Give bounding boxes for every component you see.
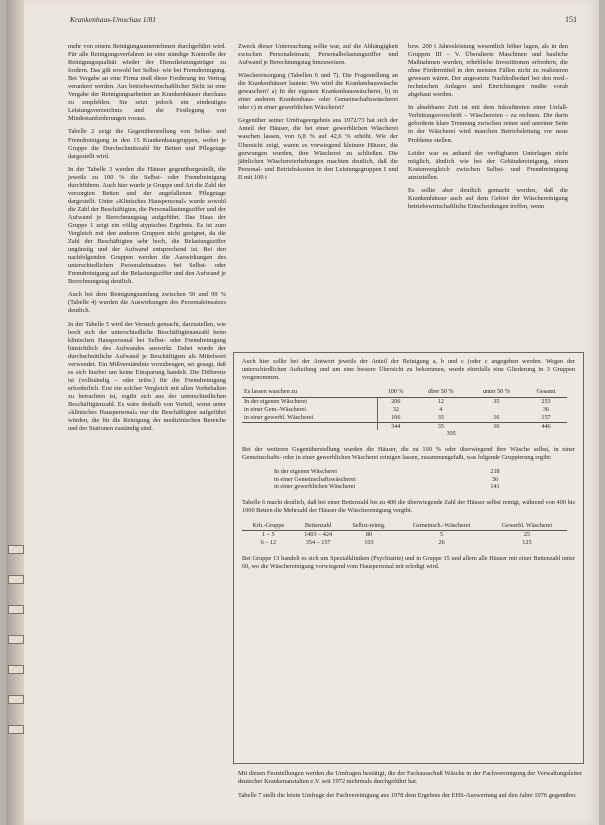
box-note: Bei Gruppe 13 handelt es sich um Spezialkliniken (Psychiatrie) und in Gruppe 15 und allem alle Häuser mit einer Bettenzahl unter 60, wo die Wäschereinigung vorwiegend vom Hauspersonal mit erledigt wird. — [242, 554, 575, 570]
table-cell — [468, 406, 525, 414]
table-row — [272, 476, 512, 484]
table-cell: 80 — [365, 531, 372, 539]
table-row — [272, 468, 512, 476]
margin-mark — [8, 605, 24, 614]
table-cell: 103 — [364, 538, 374, 546]
table-row — [272, 483, 512, 491]
table-row — [242, 414, 567, 422]
column-header: über 50 % — [414, 387, 468, 397]
table-header-row — [242, 387, 567, 397]
table-cell: 26 — [438, 538, 445, 546]
column-header: Gesamt — [525, 387, 567, 397]
table-cell: 35 — [493, 398, 500, 406]
sum-row — [242, 422, 567, 430]
paragraph: Mit diesen Feststellungen werden die Umfragen bestätigt, die der Fachausschuß Wäsche in der Fachvereinigung der Verwaltungsleiter deutscher Krankenanstalten e.V. seit 1972 mehrmals durchgeführt hat. — [238, 770, 582, 785]
margin-mark — [8, 575, 24, 584]
text-column-3 — [408, 43, 568, 216]
table-cell: In der eigenen Wäscherei — [274, 467, 337, 475]
grand-total: 395 — [446, 430, 456, 438]
column-header: Bettenzahl — [295, 521, 342, 531]
column-header: Krh.-Gruppe — [242, 521, 295, 531]
paragraph: Tabelle 2 zeigt die Gegenüberstellung von Selbst- und Fremdreinigung in den 15 Krankenhausgruppen, wobei je Gruppe die Durchschnittszahl für Betten und Pflegetage dargestellt wird. — [68, 128, 226, 160]
margin-mark — [8, 635, 24, 644]
column-header: Selbst-reinig. — [342, 521, 397, 531]
table-cell: 354 – 157 — [305, 538, 331, 546]
running-header: Krankenhaus-Umschau 1/81 — [70, 15, 157, 24]
paragraph: bzw. 200 t Jahresleistung wesentlich höher lagen, als in den Gruppen III – V. Überalterte Maschinen und bauliche Maßnahmen wurden, erhebliche Investitionen erfordern, die ohne Fördermittel in den meisten Fällen nicht zu realisieren gewesen wären. Der angesetzte Nachholbedarf bei den med.-technischen Anlagen und Einrichtungen mußte vorab abgebaut werden. — [408, 43, 568, 99]
paragraph: Gegenüber seiner Umfrageergebnis aus 1972/73 hat sich der Anteil der Häuser, die bei einer gewerblichen Wäscherei waschen lassen, von 6,8 % auf 42,6 % erhöht. Wie der Übersicht zeigt, waren es vorwiegend kleinere Häuser, die gezwungen wurden, ihre Wäscherei zu schließen. Die jährlichen Wäschereierhebungen machten deutlich, daß die Personal- und Betriebskosten in den Leistungsgruppen I und II mit 100 t — [238, 117, 398, 181]
table-cell — [242, 422, 377, 430]
column-header: Gemeinsch.-Wäscherei — [396, 521, 487, 531]
table-cell: In der eigenen Wäscherei — [242, 398, 377, 406]
table-cell: 125 — [522, 538, 532, 546]
paragraph: mehr von einem Reinigungsunternehmen durchgeführt wird. Für alle Reinigungsverfahren ist eine ständige Kontrolle der Reinigungsqualität wieder der Dienstleistungsträger zu fordern. Das gilt sowohl bei Selbst- wie bei Fremdreinigung. Bei Vergabe an eine Firma muß diese Forderung im Vertrag verankert werden. Aus betriebswirtschaftlicher Sicht ist eine Vergabe der Reinigungsarbeiten an Krankenhäuser durchaus zu empfehlen. Sie setzt jedoch ein eindeutiges Leistungsverzeichnis und die Festlegung von Mindestanforderungen voraus. — [68, 43, 226, 123]
bed-count-table — [242, 521, 567, 547]
page-number: 151 — [565, 15, 577, 24]
paragraph: Leider war es anhand der verfügbaren Unterlagen nicht möglich, ähnlich wie bei der Gebäudereinigung, einen Kostenvergleich zwischen Selbst- und Fremdreinigung anzustellen. — [408, 149, 568, 181]
table-row — [242, 531, 567, 539]
table-cell: in einer Gemeinschaftswäscherei — [274, 475, 356, 483]
table6-intro: Tabelle 6 macht deutlich, daß bei einer Bettenzahl bis zu 400 die überwiegende Zahl der Häuser selbst reinigt, während von 400 bis 1000 Betten die Mehrzahl der Häuser die Wäschereinigung vergibt. — [242, 499, 575, 514]
grouping-table — [272, 468, 512, 491]
table-row — [242, 398, 567, 406]
table-cell: 5 — [440, 531, 444, 539]
table-row — [242, 539, 567, 547]
table-cell: 35 — [414, 422, 468, 430]
column-header: Es lassen waschen zu — [242, 387, 377, 397]
bottom-text — [238, 770, 582, 806]
table-cell: 157 — [541, 413, 551, 421]
box-intro: Auch hier sollte bei der Antwort jeweils der Anteil der Reinigung a, b und c (oder c angegeben werden. Wegen der unterschiedlichen Aufteilung und um eine bessere Übersicht zu bekommen, wurde ebenfalls eine Gliederung in 3 Gruppen vorgenommen. — [242, 358, 575, 381]
box-middle-text: Bei der weiteren Gegenüberstellung wurden die Häuser, die zu 100 % oder überwiegend ihre Wäsche selbst, in einer Gemeinschafts- oder in einer gewerblichen Wäscherei reinigen lassen, zusammengefaßt, was folgende Gruppierung ergibt: — [242, 446, 575, 461]
table-cell: 36 — [491, 475, 499, 483]
table-cell: 218 — [490, 467, 500, 475]
paragraph: Tabelle 7 stellt die letzte Umfrage der Fachvereinigung aus 1978 dem Ergebnis der EHS-Auswertung auf den Jahre 1976 gegenüber. — [238, 792, 577, 799]
table-cell: 344 — [377, 422, 414, 430]
paragraph: In der Tabelle 3 werden die Häuser gegenübergestellt, die jeweils zu 100 % die Selbst- oder Fremdreinigung durchführen. Auch hier wurde je Gruppe und Art die Zahl der versorgten Betten und der angefallenen Pflegetage dargestellt. Unter »Klinisches Hauspersonal« wurde sowohl die Zahl der Beschäftigten, die Personallastungsziffer und der Aufwand je Berechnungstag aufgeführt. Das Haus der Gruppe 1 zeigt ein völlig atypisches Ergebnis. Es ist zum Vergleich mit den anderen Gruppen nicht geeignet, da die Zahl der Beschäftigten sehr hoch, die Belastungsziffer ungünstig und der Aufwand entsprechend ist. Bei den nachfolgenden Gruppen werden die Auswirkungen des unterschiedlichen Personaleinsatzes bei Selbst- oder Fremdreinigung auf die Belastungsziffer und den Aufwand je Berechnungstag deutlich. — [68, 165, 226, 286]
table-cell: 4 — [439, 405, 443, 413]
table-cell: 253 — [541, 398, 551, 406]
table-cell: 1403 – 424 — [304, 531, 333, 539]
paragraph: Zweck dieser Untersuchung sollte war, auf die Abhängigkeit zwischen Personaleinsatz, Personalbelastungsziffer und Aufwand je Berechnungstag hinzuweisen. — [238, 43, 398, 67]
text-column-1 — [68, 43, 226, 438]
table-cell: 16 — [493, 413, 500, 421]
paragraph: Wäschereisorgung (Tabellen 6 und 7). Die Fragestellung an die Krankenhäuser lautete: Wo wird die Krankenhauswäsche gewaschen? a) In der eigenen Krankenhauswäscherei, b) in einer anderen Krankenhaus- oder Gemeinschaftswäscherei oder c) in einer gewerblichen Wäscherei? — [238, 72, 398, 112]
table-cell: 32 — [392, 405, 399, 413]
column-header: 100 % — [377, 387, 414, 397]
table-cell: 35 — [437, 413, 444, 421]
table-header-row — [242, 521, 567, 531]
table-cell: 6 – 12 — [260, 538, 277, 546]
paragraph: Auch bei dem Reinigungsumfang zwischen 50 und 99 % (Tabelle 4) wurden die Auswirkungen des Personaleinsatzes deutlich. — [68, 291, 226, 315]
table-cell: 446 — [525, 422, 567, 430]
table-row — [242, 406, 567, 414]
table-cell: 36 — [542, 405, 550, 413]
column-header: unter 50 % — [468, 387, 525, 397]
table-cell: 25 — [523, 531, 531, 539]
table-cell: 206 — [391, 398, 401, 406]
table-cell: in einer gewerbl. Wäscherei — [242, 414, 377, 422]
document-page — [6, 0, 599, 825]
margin-mark — [8, 545, 24, 554]
text-column-2 — [238, 43, 398, 187]
paragraph: In absehbarer Zeit ist mit dem Inkrafttreten einer Unfall-Verhütungsvorschrift – Wäschereien – zu rechnen. Die darin geforderte klare Trennung zwischen reiner und unreiner Seite in der Wäscherei wird manchen Betriebsleitung vor neue Probleme stellen. — [408, 104, 568, 144]
table-cell: 12 — [437, 398, 444, 406]
laundry-share-table — [242, 387, 567, 438]
table-cell: 141 — [490, 483, 500, 491]
table-cell: in einer Gem.-Wäscherei — [242, 406, 377, 414]
paragraph: In der Tabelle 5 wird der Versuch gemacht, darzustellen, wie hoch sich der unterschiedliche Beschäftigtenanzahl beim klinischen Hauspersonal bei Selbst- oder Fremdreinigung hinsichtlich des Aufwandes auswirkt. Dabei wurde der durchschnittliche Aufwand je Beschäftigten als Mittelwert verwendet. Ein Mißverständnis vorzubeugen, sei gesagt, daß es sich hierbei um keine Einsparung handelt. Die Differenz ist (vollständig – oder teilw.) für die Fremdreinigung erforderlich. Erst ein solcher Vergleich mit allen Vorbehalten zu betrachten ist, ergibt sich aus der unterschiedlichen Beschäftigtenzahl. Es wäre deshalb von Vorteil, wenn unter »klinisches Hauspersonal« nur die Beschäftigten aufgeführt würden, die für die Reinigung der medizinischen Bereiche und der Stationen zuständig sind. — [68, 320, 226, 433]
paragraph: Es sollte aber deutlich gemacht werden, daß die Krankenhäuser auch auf dem Gebiet der Wäschereinigung betriebswirtschaftliche Entscheidungen treffen, wenn — [408, 186, 568, 210]
table-cell: 16 — [468, 422, 525, 430]
margin-mark — [8, 665, 24, 674]
grand-total-row — [242, 430, 567, 438]
table-cell: 1 – 5 — [262, 531, 275, 539]
table-cell: in einer gewerblichen Wäscherei — [274, 483, 356, 491]
table-box — [233, 352, 584, 764]
margin-mark — [8, 695, 24, 704]
table-cell: 106 — [391, 413, 401, 421]
margin-mark — [8, 725, 24, 734]
column-header: Gewerbl. Wäscherei — [487, 521, 567, 531]
binding-margin — [6, 0, 24, 825]
